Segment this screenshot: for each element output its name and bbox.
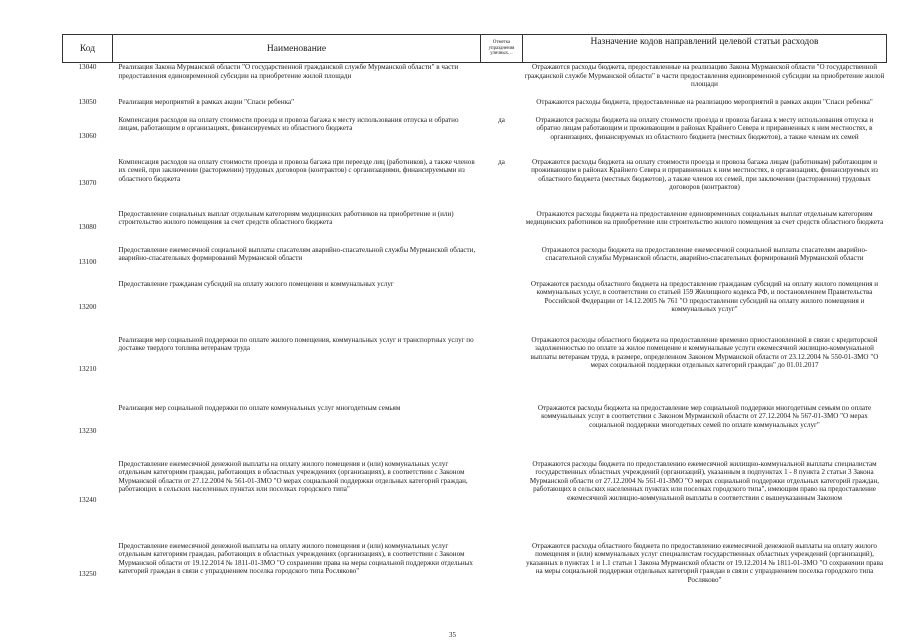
- header-name: Наименование: [113, 35, 481, 63]
- row-purpose: Отражаются расходы бюджета на предоставление мер социальной поддержки многодетным семьям по оплате коммунальных услуг в соответствии с Законом Мурманской области от 27.12.2004 № 567-01-ЗМО "О мерах социальной поддержки многодетных семей по оплате коммунальных услуг": [537, 403, 872, 429]
- table-row: [63, 404, 887, 460]
- row-code: 13070: [78, 179, 97, 188]
- row-purpose: Отражаются расходы областного бюджета на предоставление гражданам субсидий на оплату жилого помещения и коммунальных услуг, в соответствии со статьей 159 Жилищного кодекса РФ, и постановлением Правительства Российской Федерации от 14.12.2005 № 761 "О предоставлении субсидий на оплату жилого помещения и коммунальных услуг": [530, 279, 879, 314]
- row-mark: да: [498, 157, 505, 166]
- row-code: 13230: [78, 427, 97, 436]
- header-mark: Отметка упразднения уличных…: [481, 35, 523, 63]
- row-purpose: Отражаются расходы бюджета, предоставленные на реализацию Закона Мурманской области "О государственной гражданской службе Мурманской области" в части предоставления единовременной субсидии на приобретение жилой площади: [524, 63, 885, 89]
- table-row: [63, 116, 887, 158]
- row-code: 13200: [78, 303, 97, 312]
- page-number: 35: [449, 631, 456, 639]
- header-purpose: Назначение кодов направлений целевой статьи расходов: [523, 35, 887, 63]
- row-name: Компенсация расходов на оплату стоимости проезда и провоза багажа к месту использования отпуска и обратно лицам, работающим в организациях, финансируемых из областного бюджета: [118, 115, 459, 133]
- row-purpose: Отражаются расходы бюджета на оплату стоимости проезда и провоза багажа к месту использования отпуска и обратно лицам работающим и проживающим в районах Крайнего Севера и приравненных к ним местностях, в организациях, финансируемых из областного бюджета (местных бюджетов), а также членам их семей: [535, 115, 874, 141]
- table-row: [63, 246, 887, 280]
- row-purpose: Отражаются расходы областного бюджета на предоставление временно приостановленной в связи с кредиторской задолженностью по оплате за жилое помещение и коммунальные услуги ежемесячной жилищно-коммунальной выплаты ветеранам труда, в размере, определенном Законом Мурманской области от 23.12.2004 № 550-01-ЗМО "О мерах социальной поддержки отдельных категорий граждан" до 01.01.2017: [530, 335, 879, 370]
- table-row: [63, 158, 887, 210]
- row-code: 13080: [78, 223, 97, 232]
- row-mark: [481, 98, 523, 116]
- row-code: 13100: [78, 258, 97, 267]
- row-purpose: Отражаются расходы областного бюджета по предоставлению ежемесячной денежной выплаты на оплату жилого помещения и (или) коммунальных услуг специалистам государственных областных учреждений (организаций), указанных в пунктах 1 и 1.1 статьи 1 Закона Мурманской области от 19.12.2014 № 1811-01-ЗМО "О сохранении права на меры социальной поддержки отдельных категорий граждан в связи с упразднением поселка городского типа Росляково": [525, 541, 883, 584]
- table-row: [63, 98, 887, 116]
- row-mark: [481, 63, 523, 98]
- table-row: [63, 542, 887, 608]
- row-name: Реализация Закона Мурманской области "О государственной гражданской службе Мурманской области" в части предоставления единовременной субсидии на приобретение жилой площади: [118, 63, 459, 80]
- row-name: Предоставление ежемесячной денежной выплаты на оплату жилого помещения и (или) коммунальных услуг отдельным категориям граждан, работающих в областных учреждениях (организациях), в соответствии с Законом Мурманской области от 19.12.2014 № 1811-01-ЗМО "О сохранении права на меры социальной поддержки отдельных категорий граждан в связи с упразднением поселка городского типа Росляково": [118, 541, 473, 576]
- row-name: Компенсация расходов на оплату стоимости проезда и провоза багажа при переезде лиц (работников), а также членов их семей, при заключении (расторжении) трудовых договоров (контрактов) с организациями, финансируемыми из областного бюджета: [118, 157, 475, 183]
- row-mark: [481, 336, 523, 404]
- row-name: Предоставление социальных выплат отдельным категориям медицинских работников на приобретение и (или) строительство жилого помещения за счет средств областного бюджета: [118, 209, 454, 227]
- row-name: Предоставление ежемесячной социальной выплаты спасателям аварийно-спасательной службы Мурманской области, аварийно-спасательных формирований Мурманской области: [118, 245, 476, 263]
- table-row: [63, 63, 887, 98]
- row-purpose: Отражаются расходы бюджета по предоставлению ежемесячной жилищно-коммунальной выплаты специалистам государственных областных учреждений (организаций), указанным в подпунктах 1 - 8 пункта 2 статьи 3 Закона Мурманской области от 27.12.2004 № 561-01-ЗМО "О мерах социальной поддержки отдельных категорий граждан, работающих в сельских населенных пунктах или поселках городского типа", имеющим право на предоставление ежемесячной жилищно-коммунальной выплаты в соответствии с вышеуказанным Законом: [529, 459, 880, 502]
- row-purpose: Отражаются расходы бюджета на предоставление единовременных социальных выплат отдельным категориям медицинских работников на приобретение или строительство жилого помещения за счет средств областного бюджета: [525, 209, 884, 227]
- row-mark: [481, 460, 523, 542]
- row-purpose: Отражаются расходы бюджета, предоставленные на реализацию мероприятий в рамках акции "Спаси ребенка": [536, 97, 873, 106]
- row-mark: [481, 404, 523, 460]
- row-code: 13210: [78, 365, 97, 374]
- row-mark: да: [498, 115, 505, 124]
- row-name: Предоставление гражданам субсидий на оплату жилого помещения и коммунальных услуг: [118, 279, 394, 288]
- row-code: 13240: [78, 496, 97, 505]
- row-name: Реализация мероприятий в рамках акции "Спаси ребенка": [118, 97, 295, 106]
- table-header-row: [63, 35, 887, 63]
- row-name: Предоставление ежемесячной денежной выплаты на оплату жилого помещения и (или) коммунальных услуг отдельным категориям граждан, работающих в областных учреждениях (организациях), в соответствии с Законом Мурманской области от 27.12.2004 № 561-01-ЗМО "О мерах социальной поддержки отдельных категорий граждан, работающих в сельских населенных пунктах или поселках городского типа": [118, 459, 468, 494]
- table-row: [63, 210, 887, 246]
- budget-codes-table: [62, 34, 887, 608]
- row-name: Реализация мер социальной поддержки по оплате коммунальных услуг многодетным семьям: [118, 403, 401, 412]
- row-name: Реализация мер социальной поддержки по оплате жилого помещения, коммунальных услуг и транспортных услуг по доставке твердого топлива ветеранам труда: [118, 335, 474, 353]
- row-code: 13040: [78, 63, 97, 71]
- table-row: [63, 336, 887, 404]
- row-code: 13050: [78, 97, 97, 106]
- table-row: [63, 460, 887, 542]
- row-code: 13060: [78, 132, 97, 141]
- row-mark: [481, 280, 523, 336]
- row-code: 13250: [78, 570, 97, 579]
- document-page: [62, 34, 886, 624]
- row-purpose: Отражаются расходы бюджета на предоставление ежемесячной социальной выплаты спасателям аварийно-спасательной службы Мурманской области, аварийно-спасательных формирований Мурманской области: [541, 245, 868, 263]
- row-mark: [481, 210, 523, 246]
- row-mark: [481, 246, 523, 280]
- row-purpose: Отражаются расходы бюджета на оплату стоимости проезда и провоза багажа лицам (работникам) работающим и проживающим в районах Крайнего Севера и приравненных к ним местностях, в организациях, финансируемых из областного бюджета (местных бюджетов), а также членов их семей, при заключении (расторжении) трудовых договоров (контрактов): [531, 157, 878, 192]
- row-mark: [481, 542, 523, 608]
- header-code: Код: [63, 35, 113, 63]
- table-row: [63, 280, 887, 336]
